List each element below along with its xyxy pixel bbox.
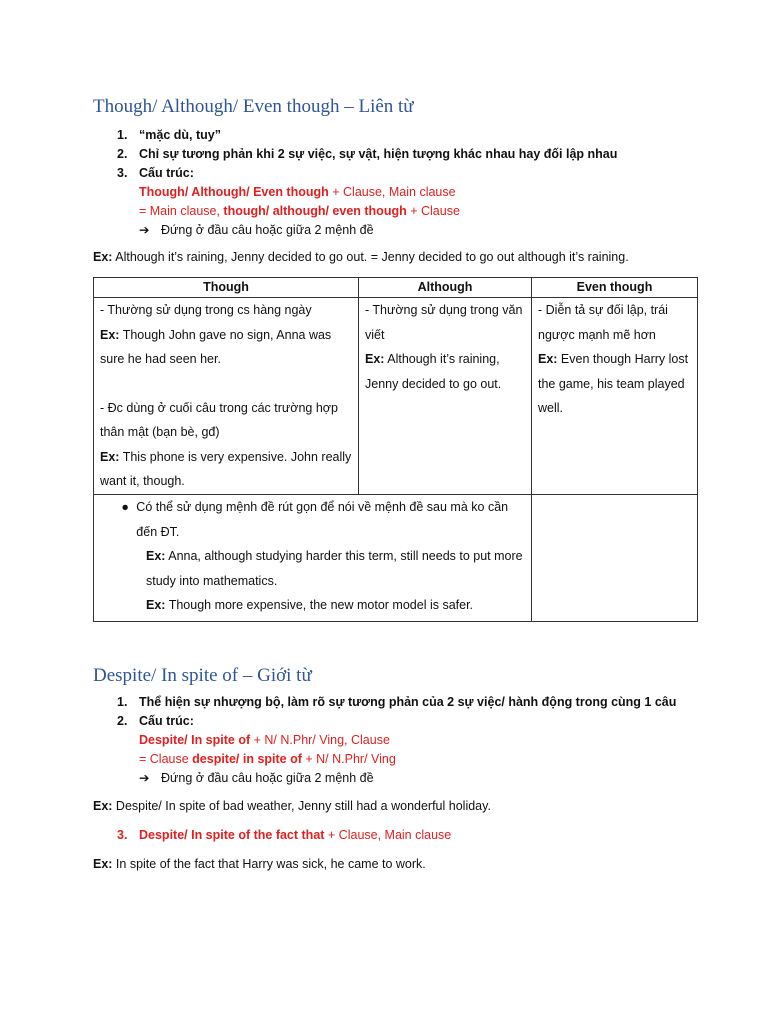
comparison-table bbox=[93, 277, 698, 622]
example-line: Ex: In spite of the fact that Harry was sick, he came to work. bbox=[93, 857, 426, 871]
structure-line-2: = Main clause, though/ although/ even though + Clause bbox=[139, 204, 460, 218]
despite-list-item-3 bbox=[117, 826, 451, 845]
right-arrow-icon: ➔ bbox=[139, 223, 150, 237]
example-line: Ex: Although it’s raining, Jenny decided to go out. = Jenny decided to go out although it’s raining. bbox=[93, 250, 629, 264]
cell-empty bbox=[532, 495, 698, 622]
list-item: 1. “mặc dù, tuy” bbox=[117, 128, 221, 142]
bullet-icon: ● bbox=[121, 500, 129, 514]
table-header-cell: Although bbox=[359, 278, 532, 298]
list-item: 2. Cấu trúc: bbox=[117, 714, 194, 728]
table-header-cell: Even though bbox=[532, 278, 698, 298]
cell-even-though: - Diễn tả sự đối lập, trái ngược mạnh mẽ hơn Ex: Even though Harry lost the game, his team played well. bbox=[532, 298, 698, 495]
table-row bbox=[94, 298, 698, 495]
list-item: 2. Chỉ sự tương phản khi 2 sự việc, sự vật, hiện tượng khác nhau hay đối lập nhau bbox=[117, 147, 618, 161]
cell-although: - Thường sử dụng trong văn viết Ex: Although it’s raining, Jenny decided to go out. bbox=[359, 298, 532, 495]
right-arrow-icon: ➔ bbox=[139, 771, 150, 785]
structure-note: ➔ Đứng ở đầu câu hoặc giữa 2 mệnh đề bbox=[117, 221, 617, 240]
structure-line-2: = Clause despite/ in spite of + N/ N.Phr/ Ving bbox=[139, 752, 396, 766]
cell-reduced-clause: ● Có thể sử dụng mệnh đề rút gọn để nói về mệnh đề sau mà ko cần đến ĐT. Ex: Anna, although studying harder this term, still needs to put more study into mathematics. Ex: Though more expensive, the new motor model is safer. bbox=[94, 495, 532, 622]
cell-though: - Thường sử dụng trong cs hàng ngày Ex: Though John gave no sign, Anna was sure he had seen her. - Đc dùng ở cuối câu trong các trường hợp thân mật (bạn bè, gđ) Ex: This phone is very expensive. John really want it, though. bbox=[94, 298, 359, 495]
table-row bbox=[94, 495, 698, 622]
structure-line-1: Despite/ In spite of + N/ N.Phr/ Ving, Clause bbox=[139, 733, 390, 747]
list-item: 1. Thể hiện sự nhượng bộ, làm rõ sự tương phản của 2 sự việc/ hành động trong cùng 1 câu bbox=[117, 695, 677, 709]
despite-list bbox=[117, 693, 676, 788]
example-line: Ex: Despite/ In spite of bad weather, Jenny still had a wonderful holiday. bbox=[93, 799, 491, 813]
structure-note: ➔ Đứng ở đầu câu hoặc giữa 2 mệnh đề bbox=[117, 769, 676, 788]
structure-line-1: Though/ Although/ Even though + Clause, Main clause bbox=[139, 185, 456, 199]
list-item: 3. Despite/ In spite of the fact that + Clause, Main clause bbox=[117, 828, 452, 842]
table-header-row bbox=[94, 278, 698, 298]
list-item: 3. Cấu trúc: bbox=[117, 166, 194, 180]
section-title-despite: Despite/ In spite of – Giới từ bbox=[93, 665, 312, 686]
though-list bbox=[117, 126, 617, 240]
table-header-cell: Though bbox=[94, 278, 359, 298]
section-title-though: Though/ Although/ Even though – Liên từ bbox=[93, 96, 414, 117]
